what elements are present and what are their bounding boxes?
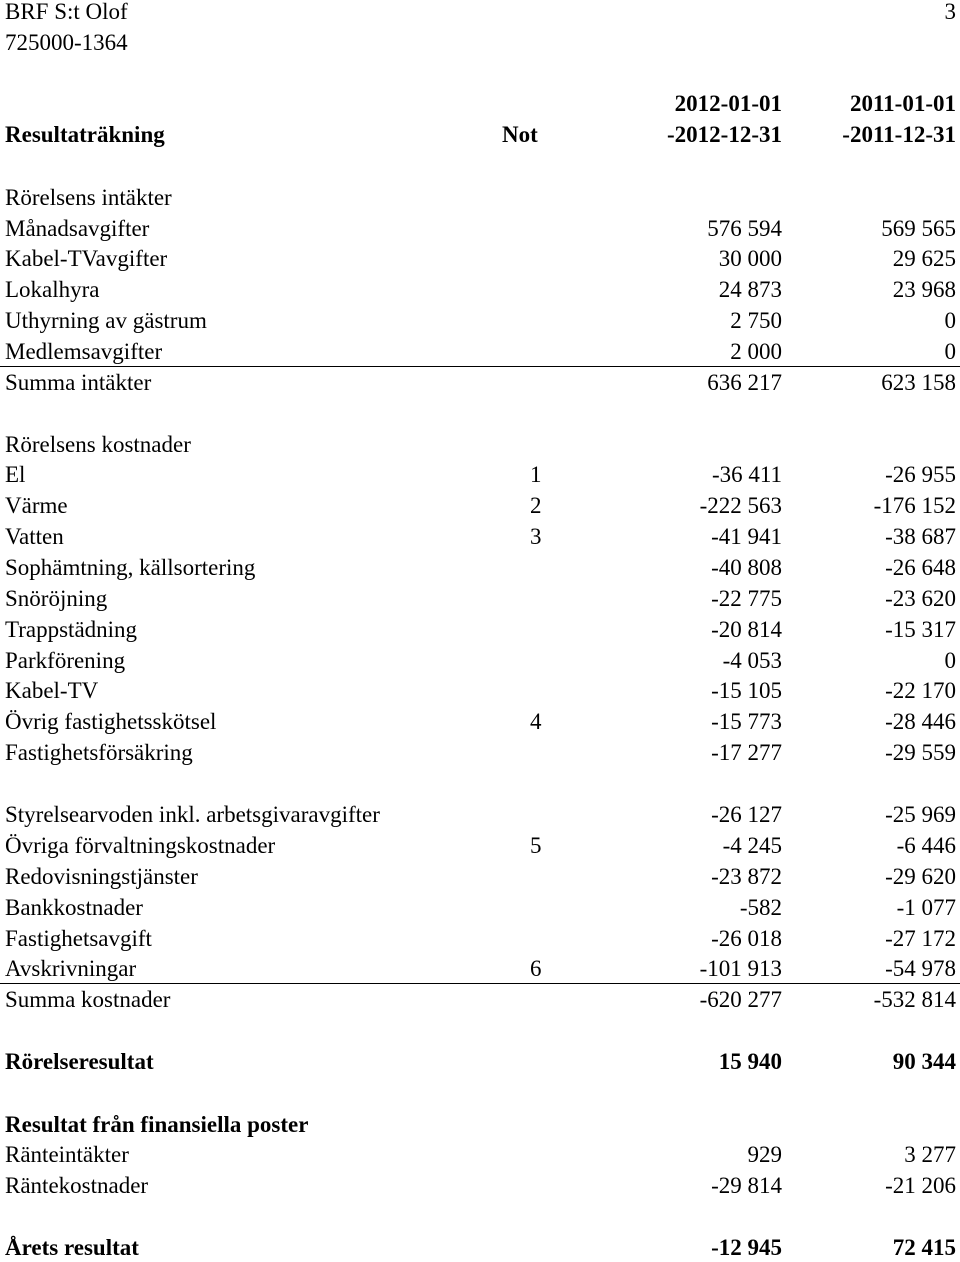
value-2012: -26 018: [711, 926, 782, 951]
value-2012: -20 814: [711, 617, 782, 642]
row-label: Styrelsearvoden inkl. arbetsgivaravgifter: [5, 802, 380, 827]
row-label: Lokalhyra: [5, 277, 100, 302]
value-2011: -29 559: [885, 740, 956, 765]
row-label: Månadsavgifter: [5, 216, 150, 241]
value-2011: 0: [944, 648, 956, 673]
table-row: [0, 1172, 960, 1200]
table-row: [0, 1234, 960, 1262]
table-row: [0, 369, 960, 397]
table-row: [0, 215, 960, 243]
value-2012: -582: [739, 895, 782, 920]
value-2011: 0: [944, 339, 956, 364]
table-row: [0, 338, 960, 366]
table-row: [0, 647, 960, 675]
row-label: Ränteintäkter: [5, 1142, 129, 1167]
table-row: [0, 523, 960, 551]
note-ref: 1: [530, 462, 542, 487]
value-2011: -6 446: [896, 833, 956, 858]
value-2012: -222 563: [699, 493, 782, 518]
subtotal-rule: [0, 983, 960, 984]
row-label: Övrig fastighetsskötsel: [5, 709, 217, 734]
row-label: Resultat från finansiella poster: [5, 1112, 309, 1137]
value-2012: -101 913: [699, 956, 782, 981]
note-ref: 6: [530, 956, 542, 981]
value-2011: 72 415: [892, 1235, 956, 1260]
value-2012: 24 873: [718, 277, 782, 302]
value-2012: -12 945: [711, 1235, 782, 1260]
value-2011: 29 625: [892, 246, 956, 271]
value-2012: -23 872: [711, 864, 782, 889]
table-row: [0, 677, 960, 705]
value-2011: -29 620: [885, 864, 956, 889]
value-2012: -22 775: [711, 586, 782, 611]
row-label: Vatten: [5, 524, 64, 549]
value-2011: -15 317: [885, 617, 956, 642]
table-row: [0, 585, 960, 613]
value-2011: -26 648: [885, 555, 956, 580]
table-row: [0, 461, 960, 489]
row-label: Summa intäkter: [5, 370, 152, 395]
period-2012-end: -2012-12-31: [667, 122, 782, 147]
value-2012: 2 750: [730, 308, 782, 333]
value-2012: -17 277: [711, 740, 782, 765]
subtotal-rule: [0, 366, 960, 367]
row-label: Rörelsens intäkter: [5, 185, 172, 210]
table-row: [0, 894, 960, 922]
value-2011: -26 955: [885, 462, 956, 487]
value-2011: 0: [944, 308, 956, 333]
value-2012: -26 127: [711, 802, 782, 827]
value-2012: -36 411: [711, 462, 782, 487]
value-2011: 569 565: [881, 216, 956, 241]
row-label: Avskrivningar: [5, 956, 137, 981]
table-row: [0, 276, 960, 304]
table-row: [0, 307, 960, 335]
row-label: Årets resultat: [5, 1235, 139, 1260]
value-2012: -15 105: [711, 678, 782, 703]
row-label: Sophämtning, källsortering: [5, 555, 256, 580]
row-label: Rörelseresultat: [5, 1049, 154, 1074]
value-2011: -22 170: [885, 678, 956, 703]
value-2012: -4 053: [722, 648, 782, 673]
note-ref: 3: [530, 524, 542, 549]
row-label: Räntekostnader: [5, 1173, 149, 1198]
row-label: Värme: [5, 493, 68, 518]
header-line-1: [0, 0, 960, 26]
value-2012: 30 000: [718, 246, 782, 271]
value-2012: -15 773: [711, 709, 782, 734]
table-row: [0, 245, 960, 273]
value-2011: -38 687: [885, 524, 956, 549]
row-label: Parkförening: [5, 648, 126, 673]
value-2012: -29 814: [711, 1173, 782, 1198]
value-2011: 90 344: [892, 1049, 956, 1074]
table-row: [0, 616, 960, 644]
row-label: Uthyrning av gästrum: [5, 308, 207, 333]
row-label: Snöröjning: [5, 586, 108, 611]
table-row: [0, 431, 960, 459]
row-label: Summa kostnader: [5, 987, 171, 1012]
row-label: Kabel-TVavgifter: [5, 246, 168, 271]
value-2012: 636 217: [707, 370, 782, 395]
note-column-header: Not: [502, 122, 538, 147]
value-2012: -40 808: [711, 555, 782, 580]
value-2011: -25 969: [885, 802, 956, 827]
row-label: Rörelsens kostnader: [5, 432, 191, 457]
value-2012: 2 000: [730, 339, 782, 364]
table-row: [0, 708, 960, 736]
period-2011-start: 2011-01-01: [849, 91, 956, 116]
row-label: Bankkostnader: [5, 895, 143, 920]
table-row: [0, 925, 960, 953]
table-row: [0, 863, 960, 891]
value-2011: 623 158: [881, 370, 956, 395]
value-2011: 3 277: [904, 1142, 956, 1167]
statement-title: Resultaträkning: [5, 122, 165, 147]
org-name: BRF S:t Olof: [5, 0, 128, 24]
note-ref: 2: [530, 493, 542, 518]
period-2012-start: 2012-01-01: [674, 91, 782, 116]
row-label: Medlemsavgifter: [5, 339, 163, 364]
table-row: [0, 1141, 960, 1169]
column-header-line-1: [0, 90, 960, 118]
note-ref: 5: [530, 833, 542, 858]
row-label: Kabel-TV: [5, 678, 99, 703]
table-row: [0, 986, 960, 1014]
value-2012: -41 941: [711, 524, 782, 549]
value-2011: -176 152: [873, 493, 956, 518]
value-2011: -27 172: [885, 926, 956, 951]
value-2012: -620 277: [699, 987, 782, 1012]
value-2011: -23 620: [885, 586, 956, 611]
value-2011: -1 077: [896, 895, 956, 920]
row-label: Fastighetsförsäkring: [5, 740, 193, 765]
period-2011-end: -2011-12-31: [842, 122, 956, 147]
value-2012: -4 245: [722, 833, 782, 858]
header-line-2: [0, 29, 960, 57]
row-label: El: [5, 462, 26, 487]
page-number: 3: [944, 0, 956, 24]
table-row: [0, 801, 960, 829]
value-2011: -28 446: [885, 709, 956, 734]
value-2011: -21 206: [885, 1173, 956, 1198]
table-row: [0, 1111, 960, 1139]
table-row: [0, 832, 960, 860]
value-2011: -54 978: [885, 956, 956, 981]
table-row: [0, 492, 960, 520]
row-label: Redovisningstjänster: [5, 864, 198, 889]
table-row: [0, 184, 960, 212]
row-label: Övriga förvaltningskostnader: [5, 833, 276, 858]
table-row: [0, 554, 960, 582]
table-row: [0, 955, 960, 983]
value-2011: -532 814: [873, 987, 956, 1012]
row-label: Trappstädning: [5, 617, 138, 642]
value-2012: 929: [747, 1142, 782, 1167]
table-row: [0, 739, 960, 767]
column-header-line-2: [0, 121, 960, 149]
table-row: [0, 1048, 960, 1076]
note-ref: 4: [530, 709, 542, 734]
value-2011: 23 968: [892, 277, 956, 302]
org-number: 725000-1364: [5, 30, 128, 55]
value-2012: 576 594: [707, 216, 782, 241]
value-2012: 15 940: [718, 1049, 782, 1074]
row-label: Fastighetsavgift: [5, 926, 152, 951]
